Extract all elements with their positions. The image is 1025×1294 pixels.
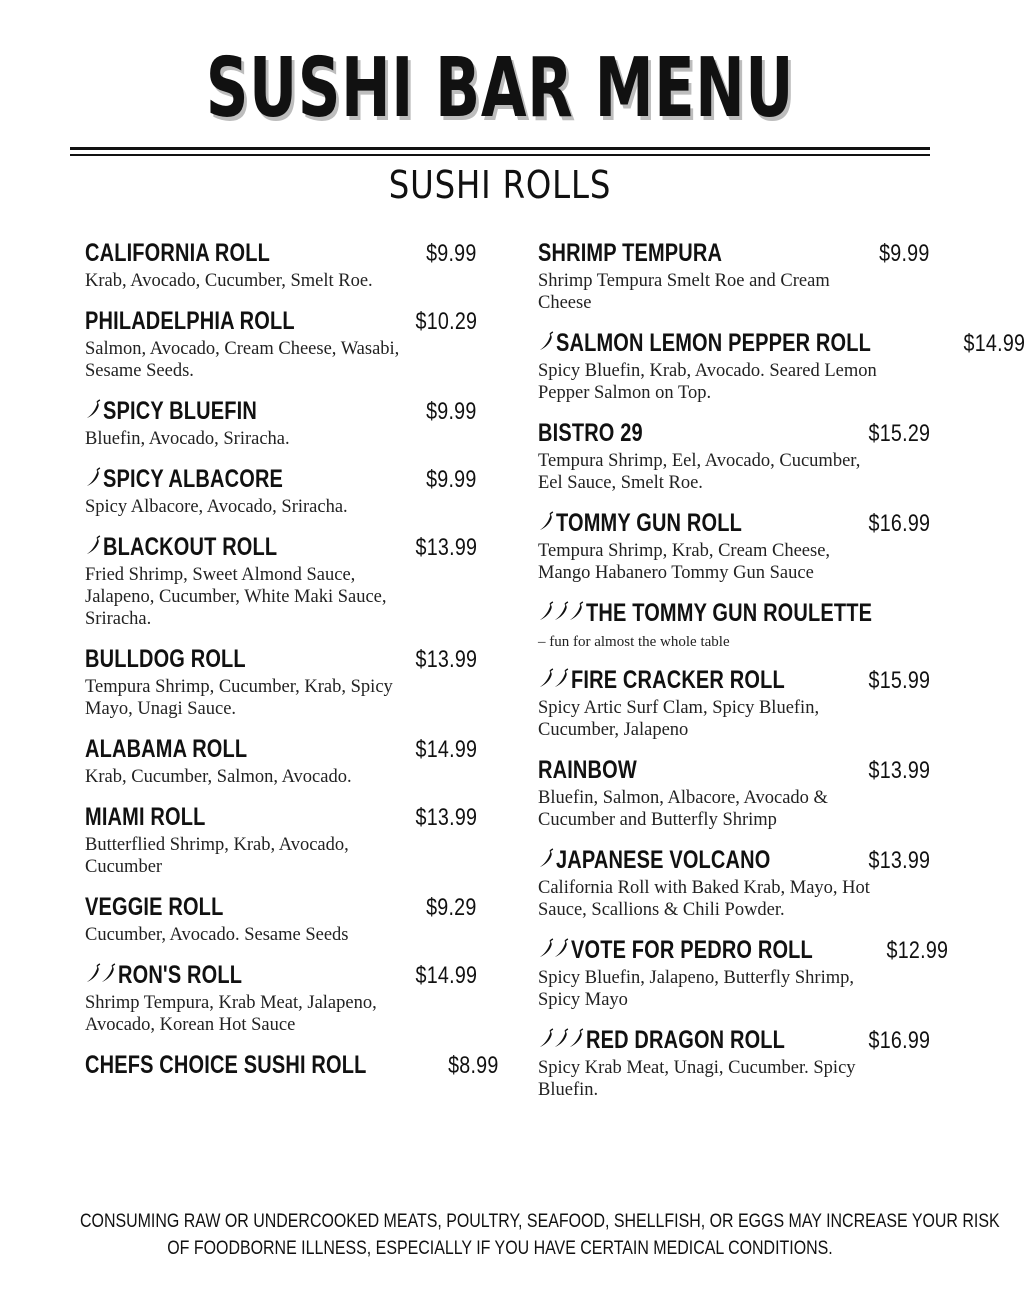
menu-item-header <box>538 755 930 786</box>
menu-item-price: $13.99 <box>415 646 477 673</box>
menu-item-description: Krab, Cucumber, Salmon, Avocado. <box>85 767 352 787</box>
disclaimer-line-2: OF FOODBORNE ILLNESS, ESPECIALLY IF YOU HAVE CERTAIN MEDICAL CONDITIONS. <box>167 1238 833 1259</box>
menu-item-description: Butterflied Shrimp, Krab, Avocado, Cucumber <box>85 835 349 877</box>
menu-item-header <box>85 1050 499 1081</box>
spice-level <box>85 963 115 983</box>
spice-level <box>538 601 583 621</box>
chili-pepper-icon <box>568 1028 584 1048</box>
chili-pepper-icon <box>538 668 554 688</box>
menu-item-description: Spicy Albacore, Avocado, Sriracha. <box>85 497 348 517</box>
spice-level <box>538 1028 583 1048</box>
chili-pepper-icon <box>538 848 554 868</box>
spice-level <box>85 399 100 419</box>
menu-item-title <box>538 755 662 786</box>
spice-level <box>538 511 553 531</box>
menu-item <box>85 892 477 946</box>
menu-item-price: $9.99 <box>426 240 477 267</box>
menu-item-header <box>538 238 930 269</box>
menu-item-description: Tempura Shrimp, Krab, Cream Cheese, Mango Habanero Tommy Gun Sauce <box>538 541 831 583</box>
chili-pepper-icon <box>568 601 584 621</box>
spice-level <box>538 668 568 688</box>
chili-pepper-icon <box>553 668 569 688</box>
menu-item <box>85 734 477 788</box>
menu-item-header <box>538 845 930 876</box>
menu-item-price: $13.99 <box>415 534 477 561</box>
menu-item-header <box>85 802 477 833</box>
menu-item-header <box>538 598 930 629</box>
menu-item-header <box>538 508 930 539</box>
menu-item-name: RON'S ROLL <box>118 961 243 989</box>
menu-item-title <box>85 644 286 675</box>
menu-item <box>538 238 930 314</box>
menu-item-price: $16.99 <box>868 510 930 537</box>
menu-item-header <box>85 644 477 675</box>
menu-item-description: Salmon, Avocado, Cream Cheese, Wasabi, Sesame Seeds. <box>85 339 400 381</box>
menu-item-name: THE TOMMY GUN ROULETTE <box>586 599 873 627</box>
menu-item <box>85 396 477 450</box>
menu-item <box>85 464 477 518</box>
menu-item <box>538 418 930 494</box>
menu-item-price: $8.99 <box>447 1052 499 1079</box>
menu-item-title <box>538 1025 835 1056</box>
menu-item-price: $9.99 <box>879 240 930 267</box>
menu-item-description: Spicy Bluefin, Jalapeno, Butterfly Shrimp, Spicy Mayo <box>538 968 854 1010</box>
menu-item-description: Spicy Bluefin, Krab, Avocado. Seared Lemon Pepper Salmon on Top. <box>538 361 877 403</box>
menu-item-name: MIAMI ROLL <box>85 803 206 831</box>
menu-item-name: BISTRO 29 <box>538 419 643 447</box>
menu-item <box>85 960 477 1036</box>
menu-item-title <box>85 802 236 833</box>
chili-pepper-icon <box>85 399 101 419</box>
menu-item-price: $9.29 <box>426 894 477 921</box>
menu-item-header <box>85 892 477 923</box>
chili-pepper-icon <box>538 511 554 531</box>
menu-item-name: SPICY ALBACORE <box>103 465 284 493</box>
menu-item-price: $9.99 <box>426 398 477 425</box>
menu-item-header <box>85 532 477 563</box>
menu-item-description: Spicy Krab Meat, Unagi, Cucumber. Spicy Bluefin. <box>538 1058 856 1100</box>
menu-item <box>538 665 930 741</box>
menu-title: SUSHI BAR MENU <box>205 41 795 136</box>
menu-item <box>538 598 930 651</box>
menu-item <box>538 328 1025 404</box>
menu-item-header <box>85 734 477 765</box>
menu-item-name: ALABAMA ROLL <box>85 735 248 763</box>
menu-item-name: SPICY BLUEFIN <box>103 397 257 425</box>
chili-pepper-icon <box>85 467 101 487</box>
menu-item-description: Krab, Avocado, Cucumber, Smelt Roe. <box>85 271 373 291</box>
menu-item-title <box>85 306 347 337</box>
menu-item-price: $9.99 <box>426 466 477 493</box>
menu-column-right <box>538 238 1025 1115</box>
menu-item-title <box>538 665 838 696</box>
menu-item-title <box>538 328 950 359</box>
menu-item-description: Tempura Shrimp, Cucumber, Krab, Spicy Mayo, Unagi Sauce. <box>85 677 393 719</box>
menu-item-price: $14.99 <box>963 330 1025 357</box>
menu-item-title <box>538 598 944 629</box>
menu-item <box>538 845 930 921</box>
menu-item-description: California Roll with Baked Krab, Mayo, Hot Sauce, Scallions & Chili Powder. <box>538 878 870 920</box>
chili-pepper-icon <box>538 938 554 958</box>
food-safety-disclaimer <box>80 1208 1000 1262</box>
menu-item-price: $14.99 <box>415 736 477 763</box>
menu-item-description: – fun for almost the whole table <box>538 634 730 650</box>
menu-item-header <box>538 1025 930 1056</box>
chili-pepper-icon <box>538 601 554 621</box>
menu-item <box>85 802 477 878</box>
menu-item-name: CALIFORNIA ROLL <box>85 239 270 267</box>
menu-column-left <box>85 238 499 1095</box>
menu-item-name: PHILADELPHIA ROLL <box>85 307 295 335</box>
menu-item <box>85 1050 499 1081</box>
spice-level <box>538 938 568 958</box>
menu-item <box>85 238 477 292</box>
menu-item <box>85 644 477 720</box>
chili-pepper-icon <box>553 1028 569 1048</box>
menu-item-title <box>85 960 273 991</box>
menu-item-name: JAPANESE VOLCANO <box>556 846 771 874</box>
menu-item-header <box>538 328 1025 359</box>
menu-item-header <box>538 935 949 966</box>
menu-item-description: Bluefin, Avocado, Sriracha. <box>85 429 290 449</box>
menu-item <box>538 935 949 1011</box>
menu-item-name: CHEFS CHOICE SUSHI ROLL <box>85 1051 367 1079</box>
menu-item <box>538 755 930 831</box>
section-title: SUSHI ROLLS <box>388 163 612 207</box>
menu-item-name: RAINBOW <box>538 756 637 784</box>
spice-level <box>538 848 553 868</box>
title-divider-thin <box>70 154 930 156</box>
menu-item-price: $13.99 <box>868 757 930 784</box>
menu-item-title <box>538 238 768 269</box>
menu-item-name: VOTE FOR PEDRO ROLL <box>571 936 813 964</box>
chili-pepper-icon <box>100 963 116 983</box>
menu-item-title <box>85 532 321 563</box>
spice-level <box>85 467 100 487</box>
menu-item-title <box>85 734 288 765</box>
menu-item-description: Shrimp Tempura, Krab Meat, Jalapeno, Avocado, Korean Hot Sauce <box>85 993 377 1035</box>
menu-item-description: Spicy Artic Surf Clam, Spicy Bluefin, Cucumber, Jalapeno <box>538 698 820 740</box>
menu-item-header <box>85 960 477 991</box>
menu-item-name: SALMON LEMON PEPPER ROLL <box>556 329 871 357</box>
spice-level <box>538 331 553 351</box>
menu-item-price: $10.29 <box>415 308 477 335</box>
menu-item-header <box>85 306 477 337</box>
menu-item-name: VEGGIE ROLL <box>85 893 224 921</box>
disclaimer-line-1: CONSUMING RAW OR UNDERCOOKED MEATS, POULTRY, SEAFOOD, SHELLFISH, OR EGGS MAY INCREASE YOUR RISK <box>80 1211 1000 1232</box>
menu-item-name: SHRIMP TEMPURA <box>538 239 723 267</box>
menu-item-header <box>85 396 477 427</box>
chili-pepper-icon <box>85 963 101 983</box>
menu-item-header <box>85 464 477 495</box>
menu-item-description: Cucumber, Avocado. Sesame Seeds <box>85 925 349 945</box>
menu-item-price: $12.99 <box>886 937 949 964</box>
menu-item <box>85 532 477 630</box>
menu-item-name: TOMMY GUN ROLL <box>556 509 742 537</box>
menu-item-price: $13.99 <box>415 804 477 831</box>
chili-pepper-icon <box>538 1028 554 1048</box>
menu-item-description: Tempura Shrimp, Eel, Avocado, Cucumber, Eel Sauce, Smelt Roe. <box>538 451 861 493</box>
spice-level <box>85 535 100 555</box>
menu-item-title <box>538 845 824 876</box>
menu-item <box>538 1025 930 1101</box>
chili-pepper-icon <box>538 331 554 351</box>
menu-item-price: $16.99 <box>868 1027 930 1054</box>
menu-item-description: Shrimp Tempura Smelt Roe and Cream Cheese <box>538 271 830 313</box>
menu-item-description: Fried Shrimp, Sweet Almond Sauce, Jalapeno, Cucumber, White Maki Sauce, Sriracha. <box>85 565 387 629</box>
chili-pepper-icon <box>553 938 569 958</box>
menu-item-title <box>85 1050 437 1081</box>
title-divider-thick <box>70 147 930 150</box>
menu-item-title <box>85 238 316 269</box>
menu-item-description: Bluefin, Salmon, Albacore, Avocado & Cucumber and Butterfly Shrimp <box>538 788 828 830</box>
menu-item-price: $15.99 <box>868 667 930 694</box>
menu-item <box>85 306 477 382</box>
menu-item-name: FIRE CRACKER ROLL <box>571 666 785 694</box>
chili-pepper-icon <box>85 535 101 555</box>
menu-item-price: $15.29 <box>868 420 930 447</box>
menu-item-title <box>538 418 669 449</box>
menu-item-name: BLACKOUT ROLL <box>103 533 278 561</box>
menu-item-header <box>538 418 930 449</box>
chili-pepper-icon <box>553 601 569 621</box>
menu-item-header <box>538 665 930 696</box>
menu-item-price: $13.99 <box>868 847 930 874</box>
menu-item-title <box>85 396 295 427</box>
menu-item-header <box>85 238 477 269</box>
menu-item-price: $14.99 <box>415 962 477 989</box>
menu-item-title <box>85 464 328 495</box>
menu-item-title <box>538 508 788 539</box>
menu-item-name: RED DRAGON ROLL <box>586 1026 786 1054</box>
menu-item-name: BULLDOG ROLL <box>85 645 246 673</box>
menu-item <box>538 508 930 584</box>
menu-item-title <box>85 892 258 923</box>
menu-item-title <box>538 935 873 966</box>
